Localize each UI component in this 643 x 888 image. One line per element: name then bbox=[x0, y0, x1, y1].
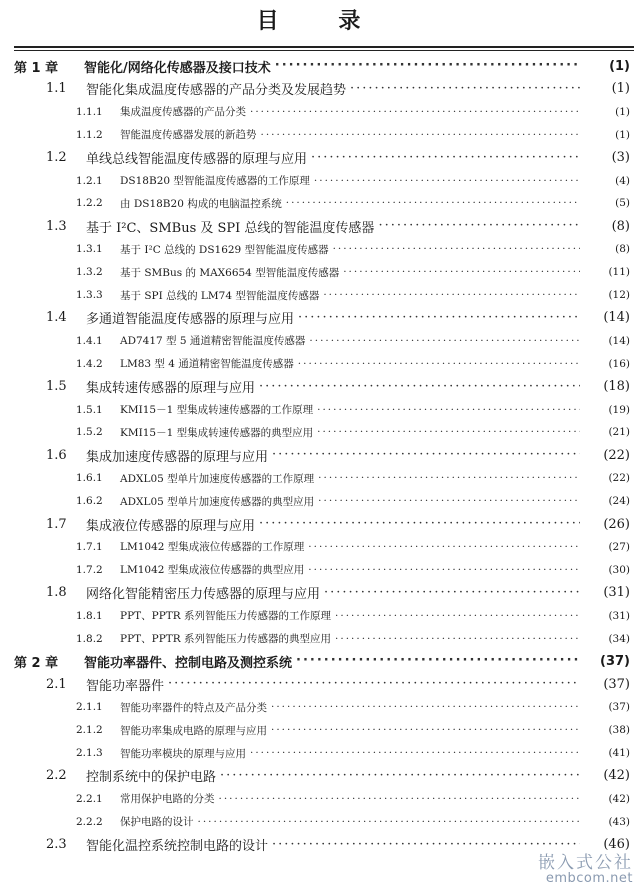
toc-leader-dots bbox=[317, 422, 580, 442]
toc-leader-dots bbox=[324, 583, 580, 603]
toc-title: 智能功率器件、控制电路及测控系统 bbox=[84, 655, 293, 671]
toc-page-number: (4) bbox=[615, 174, 630, 187]
toc-page-number: (12) bbox=[608, 289, 630, 301]
toc-page-number: (5) bbox=[615, 197, 630, 210]
toc-section-row bbox=[46, 308, 630, 328]
toc-page-number: (1) bbox=[609, 58, 630, 74]
toc-subsection-row bbox=[76, 262, 630, 282]
toc-page-number: (31) bbox=[603, 585, 630, 601]
toc-title: ADXL05 型单片加速度传感器的典型应用 bbox=[120, 495, 315, 508]
toc-leader-dots bbox=[275, 56, 580, 76]
toc-leader-dots bbox=[220, 766, 580, 786]
toc-number: 2.2 bbox=[46, 768, 67, 784]
toc-title: 基于 SMBus 的 MAX6654 型智能温度传感器 bbox=[120, 266, 340, 279]
toc-number: 1.7 bbox=[46, 516, 67, 532]
toc-title: 集成加速度传感器的原理与应用 bbox=[86, 449, 269, 465]
toc-chapter-row bbox=[14, 651, 630, 671]
toc-page-number: (1) bbox=[615, 105, 630, 118]
toc-page-number: (37) bbox=[600, 653, 630, 669]
toc-subsection-row bbox=[76, 331, 630, 351]
toc-page-number: (31) bbox=[608, 609, 630, 622]
toc-title: 智能化/网络化传感器及接口技术 bbox=[84, 60, 271, 76]
toc-subsection-row bbox=[76, 285, 630, 305]
toc-leader-dots bbox=[259, 377, 580, 397]
toc-subsection-row bbox=[76, 400, 630, 420]
toc-section-row bbox=[46, 674, 630, 694]
toc-title: 集成转速传感器的原理与应用 bbox=[86, 381, 256, 397]
toc-section-row bbox=[46, 583, 630, 603]
toc-subsection-row bbox=[76, 239, 630, 259]
toc-number: 2.1.1 bbox=[76, 701, 103, 714]
toc-number: 1.3 bbox=[46, 218, 67, 234]
toc-number: 1.4.2 bbox=[76, 357, 103, 370]
toc-subsection-row bbox=[76, 102, 630, 122]
toc-title: 控制系统中的保护电路 bbox=[86, 770, 217, 786]
toc-number: 1.5.1 bbox=[76, 403, 103, 416]
toc-subsection-row bbox=[76, 697, 630, 717]
toc-page-number: (14) bbox=[608, 334, 630, 347]
toc-section-row bbox=[46, 216, 630, 236]
toc-leader-dots bbox=[272, 835, 580, 855]
toc-number: 1.8 bbox=[46, 585, 67, 601]
toc-title: 网络化智能精密压力传感器的原理与应用 bbox=[86, 587, 321, 603]
toc-leader-dots bbox=[250, 102, 580, 122]
toc-number: 1.7.2 bbox=[76, 563, 103, 576]
toc-title: 智能温度传感器发展的新趋势 bbox=[120, 129, 257, 142]
toc-section-row bbox=[46, 148, 630, 168]
toc-leader-dots bbox=[323, 285, 580, 305]
toc-page-number: (14) bbox=[603, 310, 630, 326]
toc-title: 智能功率器件的特点及产品分类 bbox=[120, 701, 267, 714]
toc-leader-dots bbox=[198, 812, 581, 832]
toc-title: AD7417 型 5 通道精密智能温度传感器 bbox=[120, 335, 306, 348]
toc-page-number: (41) bbox=[608, 747, 630, 759]
toc-subsection-row bbox=[76, 720, 630, 740]
toc-title: PPT、PPTR 系列智能压力传感器的工作原理 bbox=[120, 610, 332, 623]
toc-page-number: (46) bbox=[603, 837, 630, 853]
toc-leader-dots bbox=[343, 262, 580, 282]
toc-page-number: (1) bbox=[611, 81, 630, 97]
toc-page-number: (26) bbox=[603, 516, 630, 532]
toc-leader-dots bbox=[261, 125, 581, 145]
toc-section-row bbox=[46, 445, 630, 465]
toc-leader-dots bbox=[271, 720, 580, 740]
toc-number: 2.2.2 bbox=[76, 815, 103, 828]
toc-page-number: (27) bbox=[608, 540, 630, 553]
toc-leader-dots bbox=[378, 216, 580, 236]
watermark-url: embcom.net bbox=[545, 871, 633, 887]
toc-page-number: (16) bbox=[608, 357, 630, 370]
toc-title: 由 DS18B20 构成的电脑温控系统 bbox=[120, 197, 282, 210]
toc-title: 集成温度传感器的产品分类 bbox=[120, 106, 246, 119]
toc-subsection-row bbox=[76, 468, 630, 488]
toc-page-number: (8) bbox=[615, 243, 630, 256]
toc-number: 1.3.1 bbox=[76, 243, 103, 256]
toc-leader-dots bbox=[272, 445, 580, 465]
toc-title: LM1042 型集成液位传感器的工作原理 bbox=[120, 541, 305, 554]
toc-subsection-row bbox=[76, 629, 630, 649]
toc-title: 常用保护电路的分类 bbox=[120, 793, 215, 806]
toc-number: 1.8.1 bbox=[76, 609, 103, 622]
toc-leader-dots bbox=[350, 79, 580, 99]
toc-title: KMI15－1 型集成转速传感器的工作原理 bbox=[120, 404, 314, 416]
toc-number: 1.2 bbox=[46, 150, 67, 166]
toc-number: 1.1.1 bbox=[76, 105, 103, 118]
toc-section-row bbox=[46, 766, 630, 786]
toc-page-number: (38) bbox=[608, 724, 630, 737]
toc-leader-dots bbox=[335, 606, 580, 626]
toc-page-number: (42) bbox=[603, 768, 630, 784]
title-rule-thick bbox=[14, 46, 634, 48]
toc-page-number: (8) bbox=[611, 218, 630, 234]
toc-title: 保护电路的设计 bbox=[120, 816, 194, 829]
toc-number: 2.1.3 bbox=[76, 747, 103, 759]
title-rule-thin bbox=[14, 50, 634, 51]
toc-leader-dots bbox=[314, 171, 580, 191]
toc-subsection-row bbox=[76, 422, 630, 442]
toc-section-row bbox=[46, 79, 630, 99]
toc-number: 1.8.2 bbox=[76, 632, 103, 645]
toc-title: KMI15－1 型集成转速传感器的典型应用 bbox=[120, 426, 314, 439]
toc-section-row bbox=[46, 514, 630, 534]
toc-title: 基于 SPI 总线的 LM74 型智能温度传感器 bbox=[120, 289, 320, 302]
toc-page-number: (3) bbox=[611, 150, 630, 166]
page-title: 目 录 bbox=[256, 9, 387, 34]
toc-number: 2.2.1 bbox=[76, 792, 103, 805]
toc-page-number: (42) bbox=[608, 792, 630, 805]
toc-number: 1.5.2 bbox=[76, 426, 103, 439]
toc-page-number: (30) bbox=[608, 563, 630, 576]
toc-number: 2.1.2 bbox=[76, 724, 103, 737]
toc-title: 基于 I²C、SMBus 及 SPI 总线的智能温度传感器 bbox=[86, 220, 375, 236]
toc-subsection-row bbox=[76, 812, 630, 832]
toc-title: 多通道智能温度传感器的原理与应用 bbox=[86, 312, 295, 328]
toc-title: 智能功率器件 bbox=[86, 678, 165, 694]
toc-chapter-row bbox=[14, 56, 630, 76]
toc-subsection-row bbox=[76, 125, 630, 145]
toc-page-number: (11) bbox=[608, 266, 630, 279]
toc-page-number: (1) bbox=[615, 128, 630, 141]
toc-title: LM83 型 4 通道精密智能温度传感器 bbox=[120, 358, 294, 371]
toc-leader-dots bbox=[318, 491, 580, 511]
toc-page-number: (34) bbox=[608, 632, 630, 645]
toc-leader-dots bbox=[333, 239, 580, 259]
toc-title: DS18B20 型智能温度传感器的工作原理 bbox=[120, 175, 310, 187]
toc-number: 1.3.3 bbox=[76, 289, 103, 301]
site-watermark bbox=[538, 852, 633, 887]
toc-section-row bbox=[46, 835, 630, 855]
toc-leader-dots bbox=[168, 674, 580, 694]
toc-title: 智能化温控系统控制电路的设计 bbox=[86, 839, 269, 855]
toc-title: 智能化集成温度传感器的产品分类及发展趋势 bbox=[86, 83, 347, 99]
toc-leader-dots bbox=[311, 148, 580, 168]
toc-number: 1.6.1 bbox=[76, 472, 103, 485]
toc-number: 第 1 章 bbox=[14, 60, 59, 76]
toc-leader-dots bbox=[317, 400, 580, 420]
toc-leader-dots bbox=[250, 743, 580, 763]
toc-page-number: (24) bbox=[608, 495, 630, 508]
toc-title: 集成液位传感器的原理与应用 bbox=[86, 518, 256, 534]
toc-number: 2.1 bbox=[46, 676, 67, 692]
toc-subsection-row bbox=[76, 743, 630, 763]
toc-title: ADXL05 型单片加速度传感器的工作原理 bbox=[120, 472, 315, 485]
toc-subsection-row bbox=[76, 606, 630, 626]
toc-subsection-row bbox=[76, 560, 630, 580]
toc-leader-dots bbox=[308, 537, 580, 557]
toc-leader-dots bbox=[259, 514, 580, 534]
toc-page-number: (37) bbox=[608, 701, 630, 714]
toc-page-number: (19) bbox=[608, 403, 630, 416]
toc-page-number: (43) bbox=[608, 815, 630, 828]
toc-number: 1.1 bbox=[46, 81, 67, 97]
toc-number: 1.6.2 bbox=[76, 495, 103, 508]
toc-leader-dots bbox=[309, 331, 580, 351]
toc-leader-dots bbox=[308, 560, 580, 580]
toc-leader-dots bbox=[298, 354, 580, 374]
toc-number: 1.2.1 bbox=[76, 174, 103, 187]
toc-subsection-row bbox=[76, 171, 630, 191]
toc-number: 1.1.2 bbox=[76, 128, 103, 141]
toc-title: LM1042 型集成液位传感器的典型应用 bbox=[120, 564, 305, 577]
toc-number: 第 2 章 bbox=[14, 655, 59, 671]
toc-number: 1.4 bbox=[46, 310, 67, 326]
toc-page-number: (22) bbox=[608, 472, 630, 485]
toc-number: 2.3 bbox=[46, 837, 67, 853]
toc-section-row bbox=[46, 377, 630, 397]
toc-page-number: (21) bbox=[608, 426, 630, 439]
toc-title: 基于 I²C 总线的 DS1629 型智能温度传感器 bbox=[120, 243, 329, 256]
toc-leader-dots bbox=[298, 308, 580, 328]
toc-subsection-row bbox=[76, 537, 630, 557]
toc-title: 单线总线智能温度传感器的原理与应用 bbox=[86, 152, 308, 168]
toc-leader-dots bbox=[335, 629, 580, 649]
toc-subsection-row bbox=[76, 789, 630, 809]
toc-number: 1.4.1 bbox=[76, 334, 103, 347]
toc-subsection-row bbox=[76, 491, 630, 511]
toc-number: 1.5 bbox=[46, 379, 67, 395]
toc-number: 1.6 bbox=[46, 447, 67, 463]
toc-leader-dots bbox=[296, 651, 580, 671]
toc-title: 智能功率模块的原理与应用 bbox=[120, 747, 246, 760]
toc-leader-dots bbox=[286, 193, 580, 213]
toc-subsection-row bbox=[76, 193, 630, 213]
toc-leader-dots bbox=[219, 789, 581, 809]
toc-page-number: (22) bbox=[603, 447, 630, 463]
toc-number: 1.3.2 bbox=[76, 266, 103, 279]
toc-subsection-row bbox=[76, 354, 630, 374]
toc-number: 1.7.1 bbox=[76, 540, 103, 553]
watermark-name: 嵌入式公社 bbox=[538, 852, 633, 873]
toc-leader-dots bbox=[271, 697, 580, 717]
toc-title: 智能功率集成电路的原理与应用 bbox=[120, 724, 267, 737]
toc-leader-dots bbox=[318, 468, 580, 488]
toc-page-number: (37) bbox=[603, 676, 630, 692]
toc-number: 1.2.2 bbox=[76, 197, 103, 210]
toc-page-number: (18) bbox=[603, 379, 630, 395]
toc-title: PPT、PPTR 系列智能压力传感器的典型应用 bbox=[120, 633, 332, 645]
